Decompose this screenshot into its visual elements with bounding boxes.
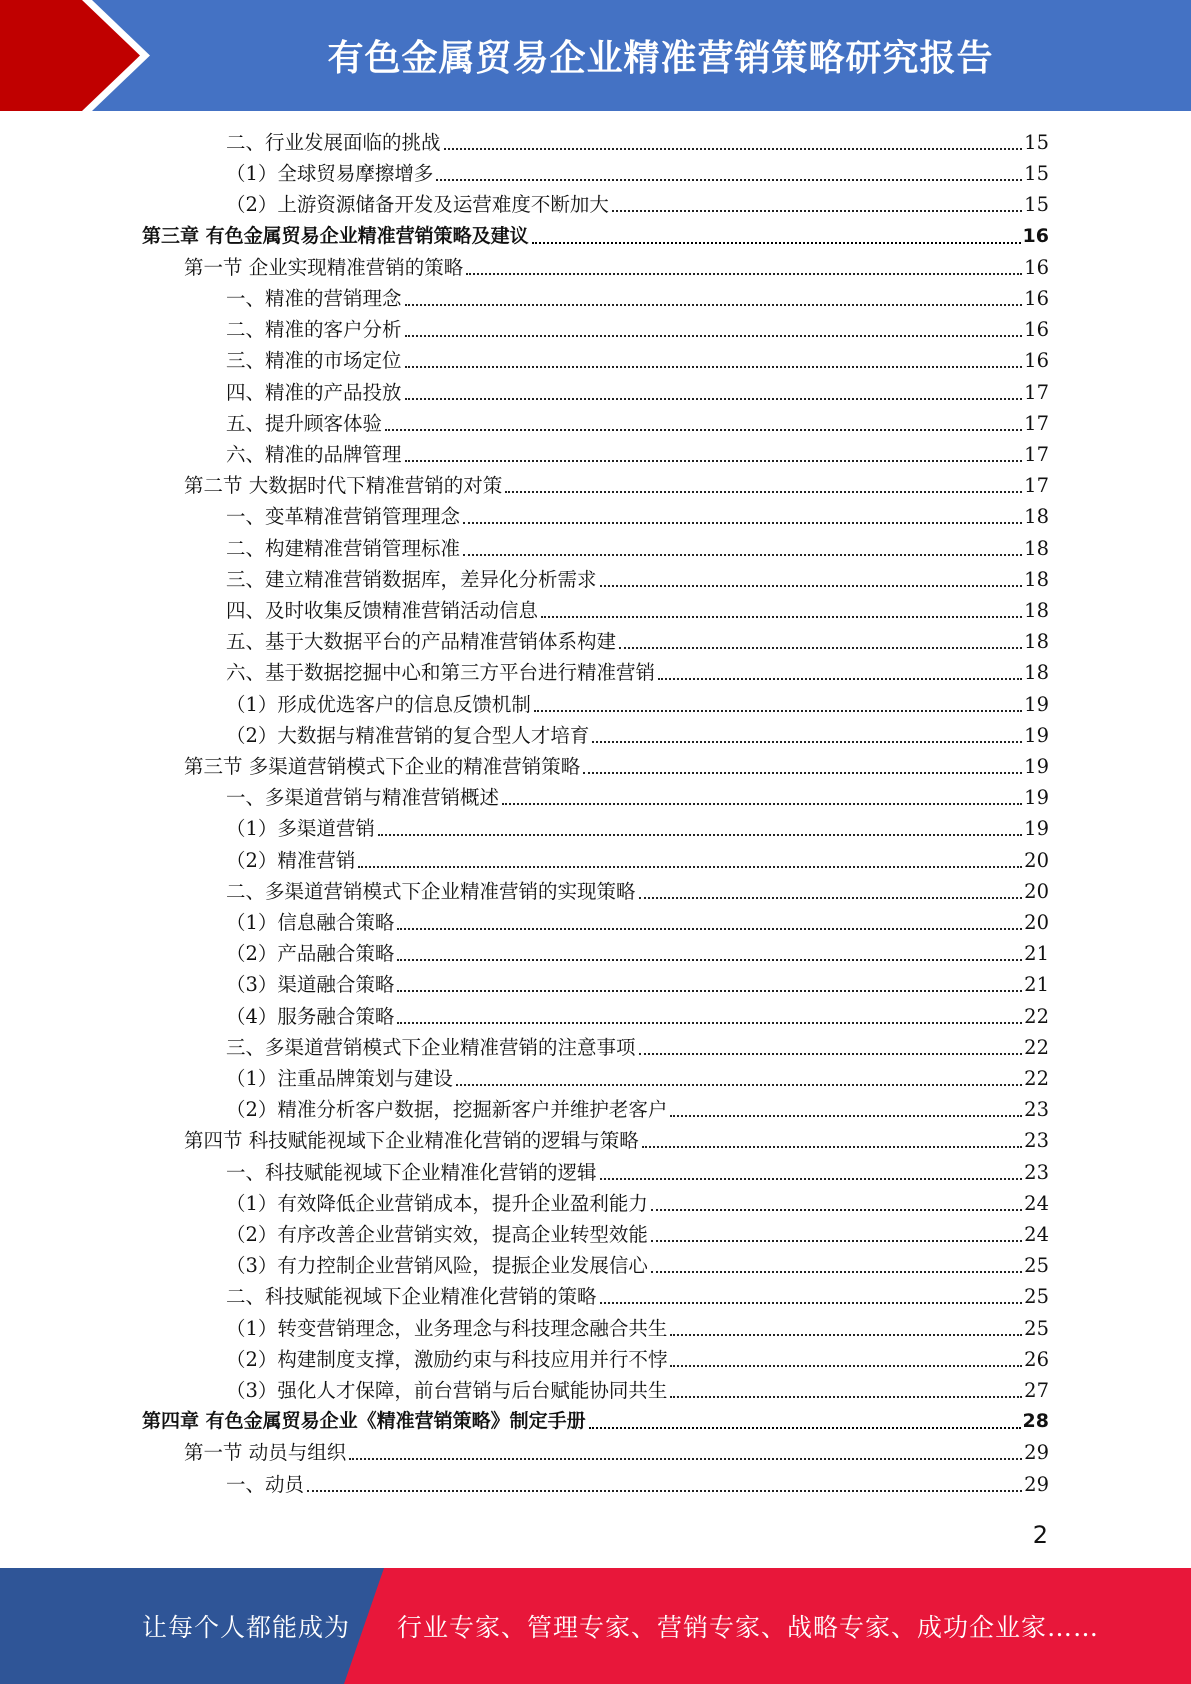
toc-dot-leader: [670, 1365, 1022, 1367]
toc-dot-leader: [505, 491, 1022, 493]
toc-entry[interactable]: [142, 221, 1049, 252]
toc-entry[interactable]: [226, 876, 1049, 907]
toc-entry-page: 17: [1024, 411, 1049, 435]
toc-entry-page: 28: [1022, 1410, 1049, 1433]
toc-entry-page: 27: [1024, 1379, 1049, 1402]
toc-entry[interactable]: [184, 470, 1049, 501]
toc-entry-title: （2）上游资源储备开发及运营难度不断加大: [226, 193, 609, 217]
toc-entry[interactable]: [226, 533, 1049, 564]
toc-entry-page: 16: [1024, 255, 1049, 279]
toc-entry[interactable]: [226, 345, 1049, 376]
toc-dot-leader: [670, 1396, 1022, 1398]
toc-entry-title: 一、精准的营销理念: [226, 287, 402, 310]
toc-dot-leader: [619, 647, 1022, 649]
toc-entry-title: （4）服务融合策略: [226, 1004, 395, 1028]
toc-dot-leader: [670, 1334, 1022, 1336]
toc-entry-page: 29: [1024, 1441, 1049, 1465]
toc-entry-page: 26: [1024, 1347, 1049, 1371]
toc-entry-title: 五、提升顾客体验: [226, 411, 383, 435]
toc-entry-title: （2）有序改善企业营销实效，提高企业转型效能: [226, 1223, 648, 1246]
toc-entry-title: （2）大数据与精准营销的复合型人才培育: [226, 723, 590, 747]
toc-dot-leader: [405, 304, 1023, 306]
toc-entry-page: 18: [1024, 599, 1049, 622]
toc-entry-title: 第四节 科技赋能视域下企业精准化营销的逻辑与策略: [184, 1129, 639, 1153]
toc-entry[interactable]: [226, 314, 1049, 345]
toc-dot-leader: [405, 460, 1023, 462]
toc-entry-page: 25: [1024, 1285, 1049, 1309]
toc-entry-page: 23: [1024, 1098, 1049, 1122]
toc-dot-leader: [532, 242, 1021, 244]
toc-entry-page: 17: [1024, 443, 1049, 466]
toc-dot-leader: [658, 678, 1022, 680]
toc-entry-page: 16: [1022, 224, 1049, 247]
toc-entry[interactable]: [226, 938, 1049, 969]
toc-entry-page: 20: [1024, 879, 1049, 903]
toc-entry-page: 22: [1024, 1004, 1049, 1028]
toc-entry[interactable]: [226, 283, 1049, 314]
toc-entry-title: 二、行业发展面临的挑战: [226, 131, 441, 154]
toc-entry[interactable]: [226, 439, 1049, 470]
toc-entry-page: 19: [1024, 786, 1049, 810]
toc-dot-leader: [592, 741, 1022, 743]
toc-dot-leader: [405, 366, 1023, 368]
toc-entry[interactable]: [226, 969, 1049, 1000]
toc-dot-leader: [534, 710, 1022, 712]
toc-entry-title: （2）精准分析客户数据，挖掘新客户并维护老客户: [226, 1098, 668, 1122]
toc-dot-leader: [600, 1302, 1023, 1304]
toc-entry[interactable]: [226, 564, 1049, 595]
toc-entry[interactable]: [226, 1313, 1049, 1344]
toc-entry[interactable]: [226, 377, 1049, 408]
toc-entry-title: 一、变革精准营销管理理念: [226, 505, 461, 529]
toc-entry-title: 第三节 多渠道营销模式下企业的精准营销策略: [184, 755, 581, 778]
toc-entry-title: 三、精准的市场定位: [226, 349, 402, 373]
toc-entry-title: 一、动员: [226, 1472, 305, 1496]
toc-entry-page: 19: [1024, 755, 1049, 778]
toc-entry-title: 一、科技赋能视域下企业精准化营销的逻辑: [226, 1160, 597, 1184]
toc-entry[interactable]: [184, 1437, 1049, 1468]
toc-dot-leader: [541, 616, 1022, 618]
toc-entry-title: （2）构建制度支撑，激励约束与科技应用并行不悖: [226, 1347, 668, 1371]
toc-entry-title: 二、多渠道营销模式下企业精准营销的实现策略: [226, 879, 636, 903]
toc-entry-title: 第二节 大数据时代下精准营销的对策: [184, 474, 503, 498]
toc-entry-title: （2）精准营销: [226, 848, 356, 872]
toc-entry-page: 20: [1024, 911, 1049, 934]
toc-entry-title: 二、科技赋能视域下企业精准化营销的策略: [226, 1285, 597, 1309]
toc-entry[interactable]: [226, 689, 1049, 720]
toc-entry[interactable]: [226, 1344, 1049, 1375]
toc-entry-title: （1）形成优选客户的信息反馈机制: [226, 692, 531, 716]
toc-entry[interactable]: [226, 782, 1049, 813]
toc-entry[interactable]: [226, 657, 1049, 688]
toc-dot-leader: [600, 1178, 1023, 1180]
toc-entry-page: 15: [1024, 131, 1049, 154]
toc-entry-page: 18: [1024, 567, 1049, 591]
toc-entry[interactable]: [226, 1281, 1049, 1312]
toc-dot-leader: [651, 1209, 1022, 1211]
toc-dot-leader: [589, 1427, 1021, 1429]
toc-entry[interactable]: [226, 1094, 1049, 1125]
toc-entry-page: 23: [1024, 1129, 1049, 1153]
toc-dot-leader: [612, 210, 1022, 212]
toc-dot-leader: [358, 866, 1022, 868]
toc-dot-leader: [583, 772, 1022, 774]
toc-entry[interactable]: [226, 907, 1049, 938]
toc-dot-leader: [397, 990, 1022, 992]
toc-entry-title: （1）多渠道营销: [226, 817, 375, 841]
toc-dot-leader: [463, 554, 1022, 556]
toc-entry-title: 四、及时收集反馈精准营销活动信息: [226, 599, 539, 622]
toc-entry-page: 23: [1024, 1160, 1049, 1184]
toc-entry-title: （3）强化人才保障，前台营销与后台赋能协同共生: [226, 1379, 668, 1402]
toc-entry[interactable]: [226, 408, 1049, 439]
toc-entry-page: 25: [1024, 1316, 1049, 1340]
footer-slogan-left: 让每个人都能成为: [142, 1613, 351, 1642]
toc-entry-title: （3）渠道融合策略: [226, 973, 395, 997]
toc-entry-title: （3）有力控制企业营销风险，提振企业发展信心: [226, 1254, 648, 1278]
toc-dot-leader: [670, 1115, 1022, 1117]
toc-entry-title: 六、精准的品牌管理: [226, 443, 402, 466]
toc-entry-page: 16: [1024, 287, 1049, 310]
toc-dot-leader: [397, 928, 1022, 930]
page-number: 2: [1032, 1521, 1048, 1549]
toc-dot-leader: [502, 803, 1022, 805]
toc-entry-title: 四、精准的产品投放: [226, 380, 402, 404]
toc-entry-page: 18: [1024, 630, 1049, 654]
toc-dot-leader: [385, 429, 1022, 431]
toc-entry[interactable]: [226, 845, 1049, 876]
toc-entry-page: 21: [1024, 942, 1049, 966]
toc-dot-leader: [651, 1240, 1022, 1242]
toc-entry-title: 第三章 有色金属贸易企业精准营销策略及建议: [142, 224, 529, 247]
toc-dot-leader: [444, 148, 1023, 150]
toc-entry-title: （1）注重品牌策划与建设: [226, 1067, 453, 1090]
toc-entry-title: 二、构建精准营销管理标准: [226, 536, 461, 560]
toc-entry-title: 第一节 企业实现精准营销的策略: [184, 255, 464, 279]
page-footer: [0, 1568, 1191, 1684]
toc-entry[interactable]: [184, 1125, 1049, 1156]
toc-entry-page: 22: [1024, 1067, 1049, 1090]
toc-entry[interactable]: [226, 720, 1049, 751]
toc-entry[interactable]: [226, 1032, 1049, 1063]
toc-entry[interactable]: [226, 127, 1049, 158]
toc-dot-leader: [405, 398, 1023, 400]
toc-entry-page: 16: [1024, 318, 1049, 342]
toc-entry[interactable]: [226, 595, 1049, 626]
page-header: [0, 0, 1191, 111]
toc-dot-leader: [307, 1490, 1022, 1492]
toc-entry[interactable]: [226, 1250, 1049, 1281]
toc-entry[interactable]: [142, 1406, 1049, 1437]
toc-entry[interactable]: [226, 1375, 1049, 1406]
toc-dot-leader: [600, 585, 1023, 587]
toc-entry-page: 15: [1024, 162, 1049, 186]
toc-entry-page: 15: [1024, 193, 1049, 217]
toc-entry-page: 25: [1024, 1254, 1049, 1278]
toc-dot-leader: [651, 1271, 1022, 1273]
toc-dot-leader: [436, 179, 1022, 181]
toc-dot-leader: [463, 522, 1022, 524]
footer-slogan-right: 行业专家、管理专家、营销专家、战略专家、成功企业家……: [397, 1613, 1100, 1642]
toc-entry-title: 第一节 动员与组织: [184, 1441, 347, 1465]
toc-dot-leader: [349, 1458, 1022, 1460]
toc-entry-page: 18: [1024, 536, 1049, 560]
toc-dot-leader: [642, 1146, 1022, 1148]
toc-entry[interactable]: [226, 1219, 1049, 1250]
toc-entry-page: 19: [1024, 723, 1049, 747]
toc-entry-title: 三、建立精准营销数据库，差异化分析需求: [226, 567, 597, 591]
toc-entry[interactable]: [226, 626, 1049, 657]
toc-entry-title: （1）全球贸易摩擦增多: [226, 162, 434, 186]
toc-entry-title: 六、基于数据挖掘中心和第三方平台进行精准营销: [226, 661, 656, 685]
toc-entry-page: 21: [1024, 973, 1049, 997]
toc-entry[interactable]: [226, 501, 1049, 532]
toc-dot-leader: [639, 897, 1023, 899]
toc-entry-page: 18: [1024, 505, 1049, 529]
toc-entry[interactable]: [226, 1469, 1049, 1500]
toc-entry-page: 24: [1024, 1223, 1049, 1246]
toc-entry[interactable]: [226, 189, 1049, 220]
toc-entry-page: 24: [1024, 1191, 1049, 1215]
toc-dot-leader: [639, 1053, 1023, 1055]
toc-entry-title: 五、基于大数据平台的产品精准营销体系构建: [226, 630, 617, 654]
toc-entry-title: （1）转变营销理念，业务理念与科技理念融合共生: [226, 1316, 668, 1340]
toc-dot-leader: [405, 335, 1023, 337]
toc-entry-page: 16: [1024, 349, 1049, 373]
toc-entry-page: 17: [1024, 380, 1049, 404]
toc-entry-title: 三、多渠道营销模式下企业精准营销的注意事项: [226, 1035, 636, 1059]
toc-entry-page: 19: [1024, 817, 1049, 841]
header-arrow-decoration: [0, 0, 170, 111]
toc-entry-title: （1）有效降低企业营销成本，提升企业盈利能力: [226, 1191, 648, 1215]
toc-entry-page: 19: [1024, 692, 1049, 716]
toc-entry-title: 二、精准的客户分析: [226, 318, 402, 342]
toc-entry[interactable]: [184, 751, 1049, 782]
toc-entry-page: 17: [1024, 474, 1049, 498]
toc-entry[interactable]: [226, 158, 1049, 189]
toc-dot-leader: [378, 834, 1022, 836]
toc-entry-page: 20: [1024, 848, 1049, 872]
toc-entry-title: （1）信息融合策略: [226, 911, 395, 934]
toc-entry[interactable]: [226, 1001, 1049, 1032]
toc-entry-title: （2）产品融合策略: [226, 942, 395, 966]
toc-entry[interactable]: [226, 1063, 1049, 1094]
toc-entry-page: 18: [1024, 661, 1049, 685]
toc-dot-leader: [466, 273, 1022, 275]
toc-dot-leader: [397, 959, 1022, 961]
toc-entry[interactable]: [184, 252, 1049, 283]
toc-entry-title: 一、多渠道营销与精准营销概述: [226, 786, 500, 810]
document-title: 有色金属贸易企业精准营销策略研究报告: [327, 38, 994, 79]
toc-entry-title: 第四章 有色金属贸易企业《精准营销策略》制定手册: [142, 1410, 586, 1433]
toc-dot-leader: [456, 1084, 1022, 1086]
toc-entry-page: 22: [1024, 1035, 1049, 1059]
toc-entry-page: 29: [1024, 1472, 1049, 1496]
toc-entry[interactable]: [226, 1157, 1049, 1188]
toc-entry[interactable]: [226, 1188, 1049, 1219]
toc-entry[interactable]: [226, 813, 1049, 844]
toc-dot-leader: [397, 1022, 1022, 1024]
